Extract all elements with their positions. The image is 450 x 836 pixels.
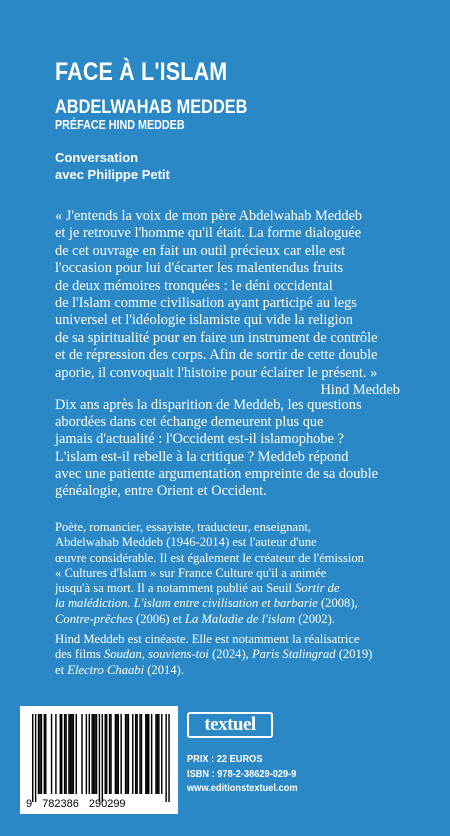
barcode-bar xyxy=(51,714,52,794)
barcode-bar xyxy=(118,714,119,794)
isbn: ISBN : 978-2-38629-029-9 xyxy=(187,767,297,780)
book-title: FACE À L'ISLAM xyxy=(55,58,228,86)
barcode-bar xyxy=(39,714,40,794)
barcode-bar xyxy=(147,714,148,794)
bio2-line xyxy=(55,663,400,678)
barcode-bar xyxy=(55,714,56,794)
quote-signature: Hind Meddeb xyxy=(320,382,400,399)
barcode-bar xyxy=(120,714,121,794)
bio-text: jusqu'à sa mort. Il a notamment publié au Seuil xyxy=(55,581,296,596)
barcode-bar xyxy=(102,714,103,802)
barcode-bar xyxy=(110,714,111,794)
bio-line: œuvre considérable. Il est également le créateur de l'émission xyxy=(55,550,364,565)
barcode-bar xyxy=(68,714,69,794)
film-title: Soudan, souviens-toi xyxy=(103,647,209,662)
film-title: Electro Chaabi xyxy=(67,662,145,677)
subtitle-line-2: avec Philippe Petit xyxy=(55,167,170,182)
barcode-bar xyxy=(71,714,72,794)
summary-line: Dix ans après la disparition de Meddeb, les questions xyxy=(55,397,362,413)
barcode-bar xyxy=(64,714,65,794)
barcode-bar xyxy=(32,714,33,802)
barcode-bar xyxy=(86,714,87,794)
barcode-bar xyxy=(158,714,159,794)
author-bio xyxy=(55,520,400,627)
barcode-bar xyxy=(125,714,126,794)
bio-line xyxy=(55,581,400,596)
book-title-ref: Contre-prêches xyxy=(55,611,133,626)
subtitle xyxy=(55,149,170,183)
quote-line: et je retrouve l'homme qu'il était. La forme dialoguée xyxy=(55,225,362,242)
preface-credit: PRÉFACE HIND MEDDEB xyxy=(55,118,185,132)
barcode-bar xyxy=(161,714,162,794)
bio-line: Abdelwahab Meddeb (1946-2014) est l'auteur d'une xyxy=(55,535,317,550)
bio2-line xyxy=(55,647,400,662)
quote-line: de deux mémoires tronquées : le déni occidental xyxy=(55,277,333,294)
bio2-text: (2019) xyxy=(335,647,373,662)
barcode-bar xyxy=(109,714,110,794)
barcode xyxy=(20,706,178,814)
barcode-digit-group: 782386 xyxy=(42,798,79,810)
summary-line: avec une patiente argumentation empreinte de sa double xyxy=(55,465,378,482)
barcode-bar xyxy=(116,714,117,794)
bio2-text: (2024), xyxy=(208,647,252,662)
website: www.editionstextuel.com xyxy=(187,782,298,794)
barcode-bar xyxy=(38,714,39,794)
quote-line: de l'Islam comme civilisation ayant participé au legs xyxy=(55,295,357,312)
barcode-bar xyxy=(151,714,152,794)
barcode-bar xyxy=(96,714,97,794)
price: PRIX : 22 EUROS xyxy=(187,753,263,765)
publisher-logo: textuel xyxy=(187,712,273,738)
barcode-bar xyxy=(136,714,137,794)
prefacer-bio xyxy=(55,632,400,678)
publisher-info xyxy=(187,752,298,796)
barcode-bar xyxy=(91,714,92,794)
barcode-digit-group: 9 xyxy=(26,798,33,810)
summary-line: L'islam est-il rebelle à la critique ? Meddeb répond xyxy=(55,448,349,465)
barcode-bar xyxy=(145,714,146,794)
barcode-bar xyxy=(105,714,106,794)
quote-line: « J'entends la voix de mon père Abdelwahab Meddeb xyxy=(55,208,363,224)
bio2-text: et xyxy=(55,662,68,677)
barcode-digits xyxy=(26,798,178,810)
barcode-bar xyxy=(93,714,94,794)
barcode-bar xyxy=(135,714,136,794)
book-title-ref: La Maladie de l'islam xyxy=(184,611,296,626)
barcode-bar xyxy=(89,714,90,794)
summary-line: abordées dans cet échange demeurent plus que xyxy=(55,414,324,431)
quote-line: de sa spiritualité pour en faire un instrument de contrôle xyxy=(55,329,378,346)
subtitle-line-1: Conversation xyxy=(55,150,139,165)
summary-line: jamais d'actualité : l'Occident est-il islamophobe ? xyxy=(55,431,344,448)
book-title-ref: Sortir de xyxy=(295,581,340,596)
barcode-bar xyxy=(60,714,61,794)
barcode-bar xyxy=(139,714,140,794)
barcode-bar xyxy=(81,714,82,794)
bio-text: (2008), xyxy=(317,596,358,611)
barcode-bar xyxy=(73,714,74,794)
barcode-bar xyxy=(45,714,46,794)
bio-line xyxy=(55,596,400,611)
quote-line: aporie, il convoquait l'histoire pour éclairer le présent. » xyxy=(55,364,378,381)
barcode-bar xyxy=(132,714,133,794)
film-title: Paris Stalingrad xyxy=(251,647,336,662)
barcode-bar xyxy=(65,714,66,794)
quote-block xyxy=(55,208,400,399)
barcode-bar xyxy=(99,714,100,802)
barcode-bar xyxy=(126,714,127,794)
bio2-text: des films xyxy=(55,647,104,662)
barcode-bar xyxy=(61,714,62,794)
barcode-bar xyxy=(148,714,149,794)
quote-line: de cet ouvrage en fait un outil précieux car elle est xyxy=(55,242,346,259)
barcode-bar xyxy=(155,714,156,794)
author-name: ABDELWAHAB MEDDEB xyxy=(55,97,248,118)
quote-line: et de répression des corps. Afin de sortir de cette double xyxy=(55,347,378,364)
barcode-bar xyxy=(128,714,129,794)
barcode-digit-group: 290299 xyxy=(88,798,126,810)
bio-text: (2006) et xyxy=(132,611,185,626)
summary-paragraph xyxy=(55,397,400,500)
quote-line: l'occasion pour lui d'écarter les malentendus fruits xyxy=(55,260,344,277)
barcode-bar xyxy=(94,714,95,794)
barcode-bar xyxy=(76,714,77,794)
summary-line: généalogie, entre Orient et Occident. xyxy=(55,483,267,500)
bio-line: « Cultures d'Islam » sur France Culture qu'il a animée xyxy=(55,565,327,580)
barcode-bar xyxy=(35,714,36,802)
barcode-bar xyxy=(165,714,166,802)
bio-text: (2002). xyxy=(295,611,335,626)
barcode-bar xyxy=(157,714,158,794)
barcode-bar xyxy=(168,714,169,802)
quote-line: universel et l'idéologie islamiste qui vide la religion xyxy=(55,312,353,329)
bio2-line: Hind Meddeb est cinéaste. Elle est notamment la réalisatrice xyxy=(55,632,360,646)
barcode-bar xyxy=(44,714,45,794)
barcode-bar xyxy=(70,714,71,794)
barcode-bar xyxy=(106,714,107,794)
barcode-bar xyxy=(141,714,142,794)
bio-line xyxy=(55,612,400,627)
barcode-bar xyxy=(115,714,116,794)
bio2-text: (2014). xyxy=(144,662,184,677)
bio-line: Poète, romancier, essayiste, traducteur, enseignant, xyxy=(55,520,312,534)
book-title-ref: la malédiction. L'islam entre civilisation et barbarie xyxy=(55,596,318,611)
barcode-bar xyxy=(41,714,42,794)
